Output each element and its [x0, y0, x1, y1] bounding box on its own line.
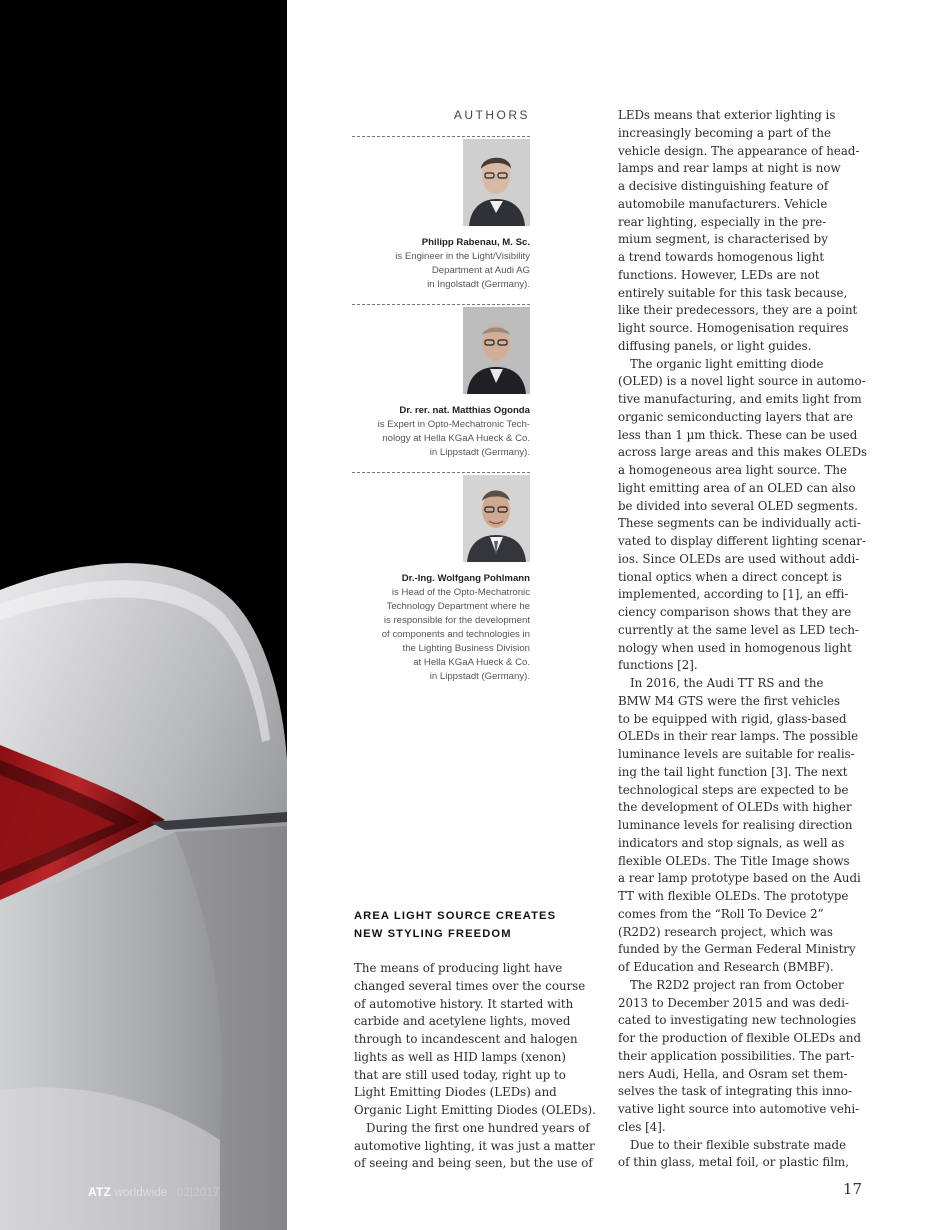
text-line: diffusing panels, or light guides.	[618, 338, 812, 353]
text-line: cles [4].	[618, 1119, 666, 1134]
text-line: ciency comparison shows that they are	[618, 605, 852, 619]
author-bio	[338, 404, 530, 460]
text-line: These segments can be individually acti-	[618, 516, 861, 531]
magazine-logo: ATZ	[88, 1185, 112, 1199]
body-column-right	[618, 107, 868, 1172]
text-line: rear lighting, especially in the pre-	[618, 214, 827, 229]
text-line: light emitting area of an OLED can also	[618, 480, 856, 495]
text-line: carbide and acetylene lights, moved	[354, 1014, 571, 1029]
text-line: tional optics when a direct concept is	[618, 569, 842, 584]
text-line: increasingly becoming a part of the	[618, 125, 831, 140]
text-line: luminance levels for realising direction	[618, 818, 853, 832]
body-column-left	[354, 960, 594, 1173]
text-line: their application possibilities. The part-	[618, 1048, 855, 1063]
bio-line: is responsible for the development	[383, 615, 530, 626]
text-line: currently at the same level as LED tech-	[618, 622, 859, 637]
author-name: Dr. rer. nat. Matthias Ogonda	[399, 405, 530, 416]
text-line: lights as well as HID lamps (xenon)	[354, 1049, 566, 1064]
text-line: to be equipped with rigid, glass-based	[618, 711, 847, 726]
text-line: functions. However, LEDs are not	[618, 267, 820, 282]
text-line: for the production of flexible OLEDs and	[618, 1031, 862, 1045]
text-line: across large areas and this makes OLEDs	[618, 445, 868, 460]
text-line: light source. Homogenisation requires	[618, 321, 849, 335]
text-line: functions [2].	[618, 658, 698, 673]
bio-line: in Lippstadt (Germany).	[429, 671, 530, 682]
text-line: the development of OLEDs with higher	[618, 800, 852, 815]
text-line: Organic Light Emitting Diodes (OLEDs).	[354, 1103, 596, 1117]
text-line: changed several times over the course	[354, 978, 586, 993]
bio-line: in Ingolstadt (Germany).	[427, 279, 530, 290]
text-line: implemented, according to [1], an effi-	[618, 587, 849, 602]
author-name: Philipp Rabenau, M. Sc.	[421, 237, 530, 248]
authors-heading: AUTHORS	[453, 108, 530, 122]
dashed-divider	[352, 304, 530, 305]
text-line: ing the tail light function [3]. The next	[618, 764, 848, 779]
bio-line: nology at Hella KGaA Hueck & Co.	[382, 433, 530, 444]
text-line: 2013 to December 2015 and was dedi-	[618, 995, 849, 1010]
text-line: like their predecessors, they are a point	[618, 303, 858, 318]
text-line: cated to investigating new technologies	[618, 1013, 857, 1028]
car-rear-lamp-illustration	[0, 0, 287, 1230]
text-line: Due to their flexible substrate made	[630, 1137, 847, 1152]
title-photo-panel	[0, 0, 287, 1230]
text-line: of thin glass, metal foil, or plastic film,	[618, 1155, 849, 1170]
bio-line: of components and technologies in	[381, 629, 530, 640]
text-line: ners Audi, Hella, and Osram set them-	[618, 1066, 848, 1081]
bio-line: Department at Audi AG	[431, 265, 530, 276]
text-line: Light Emitting Diodes (LEDs) and	[354, 1085, 557, 1100]
text-line: (R2D2) research project, which was	[618, 924, 833, 939]
author-portrait	[463, 475, 530, 562]
text-line: tive manufacturing, and emits light from	[618, 392, 862, 406]
text-line: a decisive distinguishing feature of	[618, 179, 829, 193]
text-line: (OLED) is a novel light source in automo-	[618, 374, 866, 389]
bio-line: is Expert in Opto-Mechatronic Tech-	[377, 419, 530, 430]
dashed-divider	[352, 472, 530, 473]
author-portrait	[463, 139, 530, 226]
text-line: be divided into several OLED segments.	[618, 498, 858, 513]
text-line: LEDs means that exterior lighting is	[618, 108, 836, 122]
text-line: In 2016, the Audi TT RS and the	[630, 676, 824, 690]
text-line: flexible OLEDs. The Title Image shows	[618, 853, 850, 868]
footer-brand	[88, 1185, 220, 1199]
section-heading	[354, 907, 594, 943]
text-line: ios. Since OLEDs are used without addi-	[618, 551, 860, 566]
text-line: automobile manufacturers. Vehicle	[618, 196, 828, 211]
text-line: vated to display different lighting scenar-	[618, 534, 866, 548]
bio-line: is Head of the Opto-Mechatronic	[391, 587, 530, 598]
publication-name: worldwide	[114, 1187, 168, 1199]
heading-line: AREA LIGHT SOURCE CREATES	[354, 910, 557, 922]
text-line: entirely suitable for this task because,	[618, 285, 848, 300]
text-line: During the first one hundred years of	[366, 1120, 590, 1135]
text-line: OLEDs in their rear lamps. The possible	[618, 729, 859, 744]
text-line: funded by the German Federal Ministry	[618, 942, 856, 957]
text-line: a trend towards homogenous light	[618, 250, 825, 264]
text-line: through to incandescent and halogen	[354, 1032, 578, 1046]
text-line: less than 1 µm thick. These can be used	[618, 427, 858, 442]
text-line: selves the task of integrating this inno-	[618, 1084, 852, 1099]
bio-line: at Hella KGaA Hueck & Co.	[413, 657, 530, 668]
author-portrait	[463, 307, 530, 394]
text-line: organic semiconducting layers that are	[618, 409, 853, 424]
text-line: The organic light emitting diode	[630, 356, 824, 371]
text-line: vehicle design. The appearance of head-	[618, 143, 860, 158]
dashed-divider	[352, 136, 530, 137]
bio-line: the Lighting Business Division	[402, 643, 530, 654]
page-number: 17	[843, 1180, 863, 1198]
text-line: a rear lamp prototype based on the Audi	[618, 871, 861, 886]
author-name: Dr.-Ing. Wolfgang Pohlmann	[401, 573, 530, 584]
text-line: The R2D2 project ran from October	[630, 977, 844, 992]
author-bio	[338, 236, 530, 292]
bio-line: Technology Department where he	[386, 601, 530, 612]
heading-line: NEW STYLING FREEDOM	[354, 928, 512, 940]
bio-line: is Engineer in the Light/Visibility	[395, 251, 530, 262]
text-line: comes from the “Roll To Device 2”	[618, 906, 824, 921]
text-line: technological steps are expected to be	[618, 782, 849, 797]
author-bio	[338, 572, 530, 684]
issue-number: 02|2017	[176, 1187, 220, 1199]
text-line: that are still used today, right up to	[354, 1067, 566, 1082]
text-line: lamps and rear lamps at night is now	[618, 161, 841, 176]
text-line: TT with flexible OLEDs. The prototype	[618, 889, 849, 903]
text-line: vative light source into automotive vehi-	[618, 1102, 860, 1116]
text-line: a homogeneous area light source. The	[618, 463, 847, 477]
text-line: indicators and stop signals, as well as	[618, 835, 845, 850]
text-line: luminance levels are suitable for realis-	[618, 747, 855, 761]
text-line: nology when used in homogenous light	[618, 640, 852, 655]
text-line: of seeing and being seen, but the use of	[354, 1156, 593, 1171]
authors-box	[338, 107, 530, 682]
text-line: mium segment, is characterised by	[618, 232, 828, 247]
text-line: of Education and Research (BMBF).	[618, 960, 834, 974]
text-line: automotive lighting, it was just a matter	[354, 1138, 595, 1153]
bio-line: in Lippstadt (Germany).	[429, 447, 530, 458]
text-line: of automotive history. It started with	[354, 996, 574, 1011]
text-line: BMW M4 GTS were the first vehicles	[618, 693, 841, 708]
text-line: The means of producing light have	[354, 961, 563, 975]
